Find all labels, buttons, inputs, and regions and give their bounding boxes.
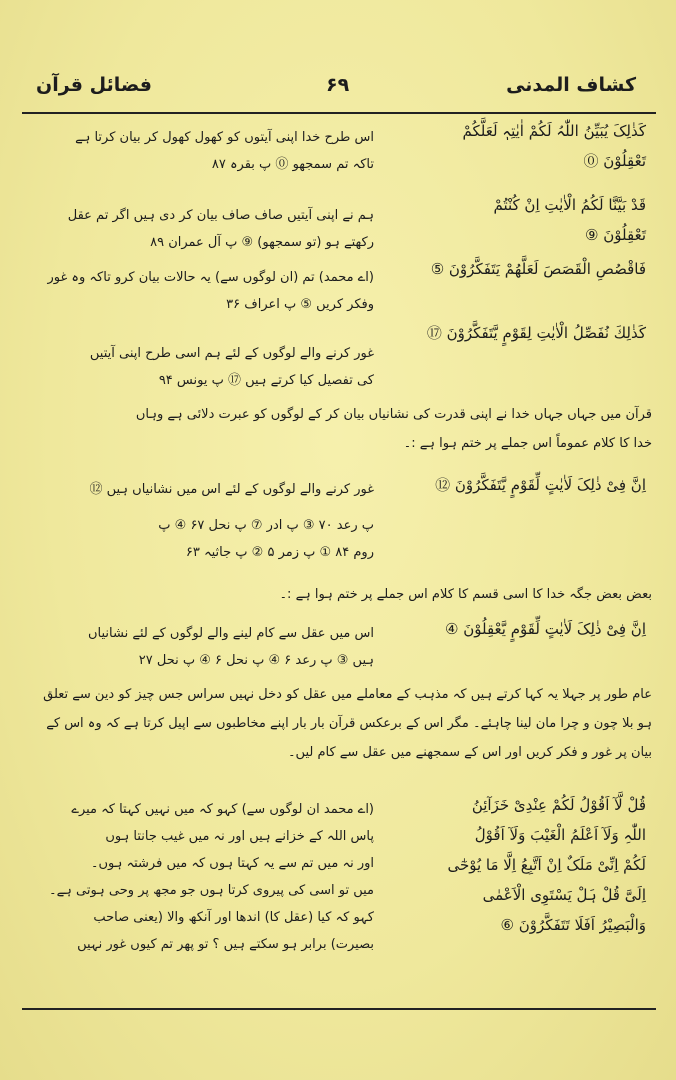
urdu-translation-line: تاکہ تم سمجھو ⓪ پ بقرہ ۸۷	[211, 157, 374, 172]
urdu-translation	[44, 796, 374, 958]
urdu-translation-line: (اے محمد) تم (ان لوگوں سے) یہ حالات بیان کرو تاکہ وہ غور	[47, 270, 374, 285]
arabic-verse-line: تَعْقِلُوْنَ ⑨	[585, 226, 646, 244]
urdu-translation-line: (اے محمد ان لوگوں سے) کہو کہ میں نہیں کہتا کہ میرے	[71, 802, 374, 817]
commentary-paragraph	[36, 400, 652, 458]
reference-line: پ رعد ۷۰ ③ پ ادر ⑦ پ نحل ۶۷ ④ پ	[158, 518, 374, 533]
chapter-title-header: فضائل قرآن	[36, 74, 152, 96]
arabic-verse-line: لَکُمْ اِنِّیْ مَلَکٌ اِنْ اَتَّبِعُ اِلَّا مَا یُوْحٰٓی	[447, 856, 646, 874]
urdu-translation-line: غور کرنے والے لوگوں کے لئے اس میں نشانیاں ہیں ⑫	[89, 482, 374, 497]
arabic-verse-line: اِنَّ فِیْ ذٰلِکَ لَاٰیٰتٍ لِّقَوْمٍ یَّعْقِلُوْنَ ④	[445, 620, 646, 638]
urdu-translation-line: کی تفصیل کیا کرتے ہیں ⑰ پ یونس ۹۴	[158, 373, 374, 388]
arabic-verse	[384, 790, 646, 940]
arabic-verse-line: اللّٰہِ وَلَآ اَعْلَمُ الْغَیْبَ وَلَآ اَقُوْلُ	[474, 826, 646, 844]
commentary-paragraph	[36, 680, 652, 767]
arabic-verse-line: فَاقْصُصِ الْقَصَصَ لَعَلَّهُمْ يَتَفَكَّرُوْنَ ⑤	[430, 260, 646, 278]
arabic-verse-line: اِلَیَّ قُلْ ہَلْ یَسْتَوِی الْاَعْمٰی	[482, 886, 646, 904]
urdu-translation-line: اس میں عقل سے کام لینے والے لوگوں کے لئے نشانیاں	[87, 626, 374, 641]
surah-references	[44, 512, 374, 566]
arabic-verse	[384, 614, 646, 644]
arabic-verse	[384, 318, 646, 348]
paragraph-line: بعض بعض جگہ خدا کا اسی قسم کا کلام اس جملے پر ختم ہوا ہے :۔	[279, 587, 652, 602]
paragraph-line: ہو بلا چون و چرا مان لینا چاہئے۔ مگر اس کے برعکس قرآن بار بار اپنے مخاطبوں سے اپیل کرتا ہے کہ وہ اس کے	[46, 716, 652, 731]
header-rule	[22, 112, 656, 114]
arabic-verse	[384, 190, 646, 250]
urdu-translation-line: اور نہ میں تم سے یہ کہتا ہوں کہ میں فرشتہ ہوں۔	[90, 856, 374, 871]
urdu-translation	[44, 264, 374, 318]
urdu-translation-line: بصیرت) برابر ہو سکتے ہیں ؟ تو پھر تم کیوں غور نہیں	[77, 937, 374, 952]
urdu-translation-line: پاس اللہ کے خزانے ہیں اور نہ میں غیب جانتا ہوں	[105, 829, 374, 844]
urdu-translation-line: وفکر کریں ⑤ پ اعراف ۳۶	[226, 297, 374, 312]
urdu-translation-line: ہیں ③ پ رعد ۶ ④ پ نحل ۶ ④ پ نحل ۲۷	[138, 653, 374, 668]
urdu-translation-line: غور کرنے والے لوگوں کے لئے ہم اسی طرح اپنی آیتیں	[89, 346, 374, 361]
footer-rule	[22, 1008, 656, 1010]
urdu-translation	[44, 620, 374, 674]
arabic-verse-line: قُلْ لَّآ اَقُوْلُ لَکُمْ عِنْدِیْ خَزَآئِنُ	[471, 796, 646, 814]
urdu-translation-line: رکھتے ہو (تو سمجھو) ⑨ پ آل عمران ۸۹	[150, 235, 374, 250]
arabic-verse-line: کَذٰلِکَ یُبَیِّنُ اللّٰہُ لَکُمْ اٰیٰتِہٖ لَعَلَّکُمْ	[462, 122, 646, 140]
urdu-translation	[44, 124, 374, 178]
urdu-translation	[44, 202, 374, 256]
book-title-header: کشاف المدنی	[506, 74, 636, 96]
arabic-verse-line: تَعْقِلُوْنَ ⓪	[583, 152, 646, 170]
urdu-translation-line: ہم نے اپنی آیتیں صاف صاف بیان کر دی ہیں اگر تم عقل	[67, 208, 374, 223]
paragraph-line: خدا کا کلام عموماً اس جملے پر ختم ہوا ہے :۔	[403, 436, 652, 451]
arabic-verse	[384, 116, 646, 176]
arabic-verse	[384, 470, 646, 500]
urdu-translation	[44, 340, 374, 394]
arabic-verse-line: قَدْ بَیَّنَّا لَکُمُ الْاٰیٰتِ اِنْ کُنْتُمْ	[493, 196, 646, 214]
arabic-verse-line: اِنَّ فِیْ ذٰلِکَ لَاٰیٰتٍ لِّقَوْمٍ یَّتَفَکَّرُوْنَ ⑫	[435, 476, 646, 494]
urdu-translation-line: کہو کہ کیا (عقل کا) اندھا اور آنکھ والا (یعنی صاحب	[93, 910, 374, 925]
arabic-verse	[384, 254, 646, 284]
arabic-verse-line: وَالْبَصِیْرُ اَفَلَا تَتَفَکَّرُوْنَ ⑥	[500, 916, 646, 934]
commentary-paragraph	[36, 580, 652, 609]
urdu-translation-line: اس طرح خدا اپنی آیتوں کو کھول کھول کر بیان کرتا ہے	[75, 130, 374, 145]
arabic-verse-line: كَذٰلِكَ نُفَصِّلُ الْاٰيٰتِ لِقَوْمٍ يَّتَفَكَّرُوْنَ ⑰	[426, 324, 646, 342]
paragraph-line: بیان پر غور و فکر کریں اور اس کے سمجھنے میں عقل سے کام لیں۔	[287, 745, 652, 760]
page-number: ۶۹	[326, 74, 350, 96]
reference-line: روم ۸۴ ① پ زمر ۵ ② پ جاثیہ ۶۳	[185, 545, 374, 560]
urdu-translation-line: میں تو اسی کی پیروی کرتا ہوں جو مجھ پر وحی ہوتی ہے۔	[49, 883, 374, 898]
urdu-translation	[44, 476, 374, 503]
paragraph-line: عام طور پر جہلا یہ کہا کرتے ہیں کہ مذہب کے معاملے میں عقل کو دخل نہیں سراس جس چیز کو دین سے تعلق	[43, 687, 652, 702]
paragraph-line: قرآن میں جہاں جہاں خدا نے اپنی قدرت کی نشانیاں بیان کر کے لوگوں کو عبرت دلائی ہے وہاں	[135, 407, 652, 422]
